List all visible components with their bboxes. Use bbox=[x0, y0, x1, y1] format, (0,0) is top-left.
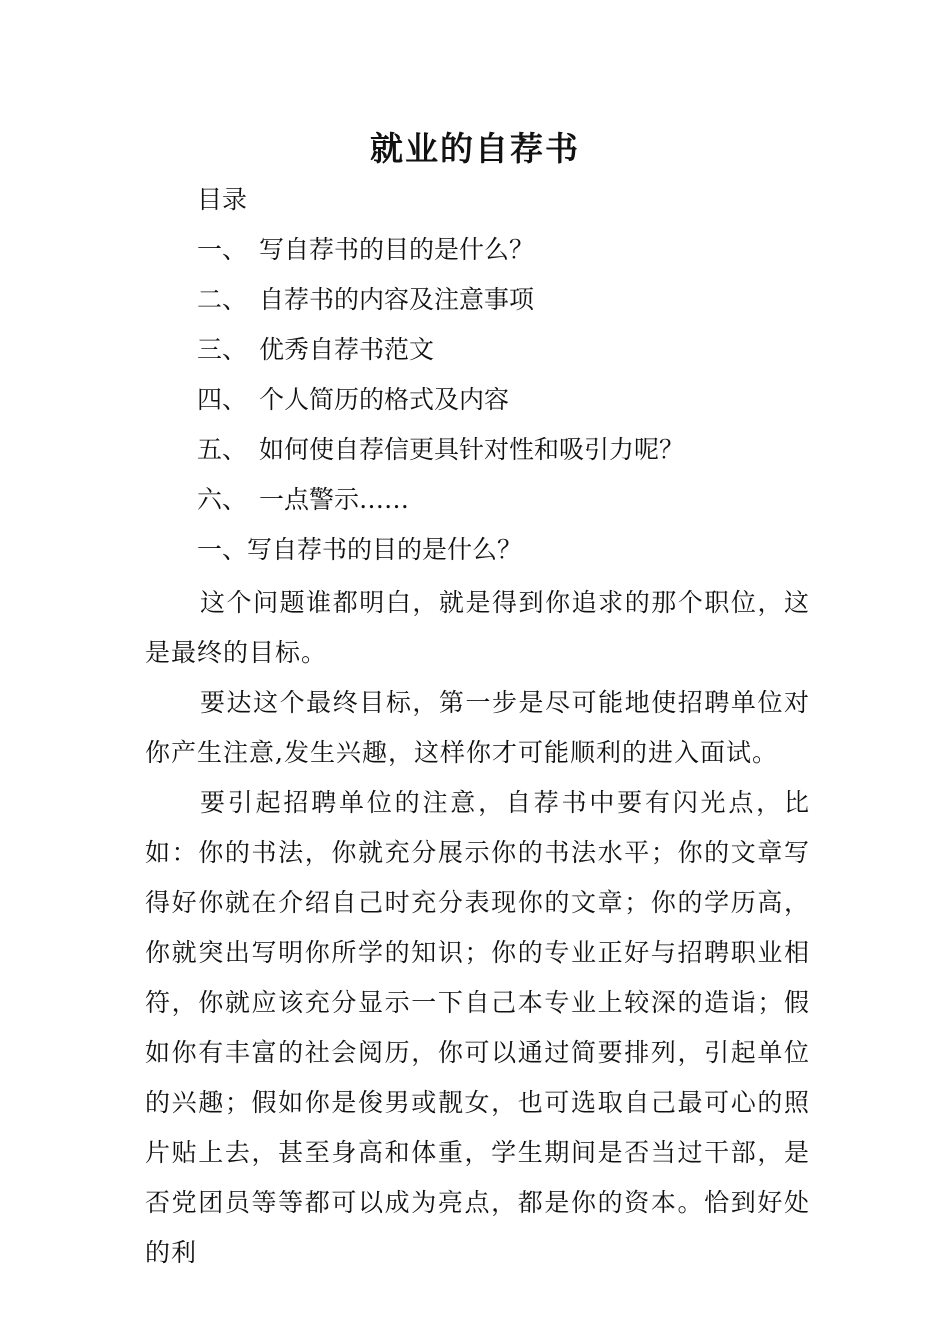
toc-item-text: 如何使自荐信更具针对性和吸引力呢？ bbox=[259, 435, 685, 464]
toc-item-text: 自荐书的内容及注意事项 bbox=[259, 285, 535, 314]
toc-item-number: 五、 bbox=[197, 435, 248, 464]
toc-item-text: 优秀自荐书范文 bbox=[259, 335, 435, 364]
section-heading: 一、写自荐书的目的是什么？ bbox=[197, 535, 523, 564]
toc-item bbox=[197, 380, 684, 430]
document-title: 就业的自荐书 bbox=[370, 129, 580, 168]
toc-item-text: 写自荐书的目的是什么？ bbox=[259, 235, 535, 264]
toc-item bbox=[197, 280, 684, 330]
toc-item-text: 一点警示…… bbox=[259, 485, 410, 514]
toc-item-number: 三、 bbox=[197, 335, 248, 364]
body-paragraph: 要引起招聘单位的注意，自荐书中要有闪光点，比如：你的书法，你就充分展示你的书法水平；你的文章写得好你就在介绍自己时充分表现你的文章；你的学历高，你就突出写明你所学的知识；你的专业正好与招聘职业相符，你就应该充分显示一下自己本专业上较深的造诣；假如你有丰富的社会阅历，你可以通过简要排列，引起单位的兴趣；假如你是俊男或靓女，也可选取自己最可心的照片贴上去，甚至身高和体重，学生期间是否当过干部，是否党团员等等都可以成为亮点，都是你的资本。恰到好处的利 bbox=[145, 788, 810, 1267]
body-paragraph: 要达这个最终目标，第一步是尽可能地使招聘单位对你产生注意,发生兴趣，这样你才可能顺利的进入面试。 bbox=[145, 688, 810, 767]
toc-item-text: 个人简历的格式及内容 bbox=[259, 385, 510, 414]
toc-item bbox=[197, 230, 684, 280]
toc-heading: 目录 bbox=[197, 185, 248, 214]
toc-item-number: 二、 bbox=[197, 285, 248, 314]
table-of-contents bbox=[197, 230, 684, 530]
document-body bbox=[145, 578, 810, 1278]
toc-item bbox=[197, 330, 684, 380]
toc-item bbox=[197, 430, 684, 480]
body-paragraph: 这个问题谁都明白，就是得到你追求的那个职位，这是最终的目标。 bbox=[145, 588, 810, 667]
toc-item-number: 一、 bbox=[197, 235, 248, 264]
toc-item-number: 四、 bbox=[197, 385, 248, 414]
toc-item bbox=[197, 480, 684, 530]
toc-item-number: 六、 bbox=[197, 485, 248, 514]
